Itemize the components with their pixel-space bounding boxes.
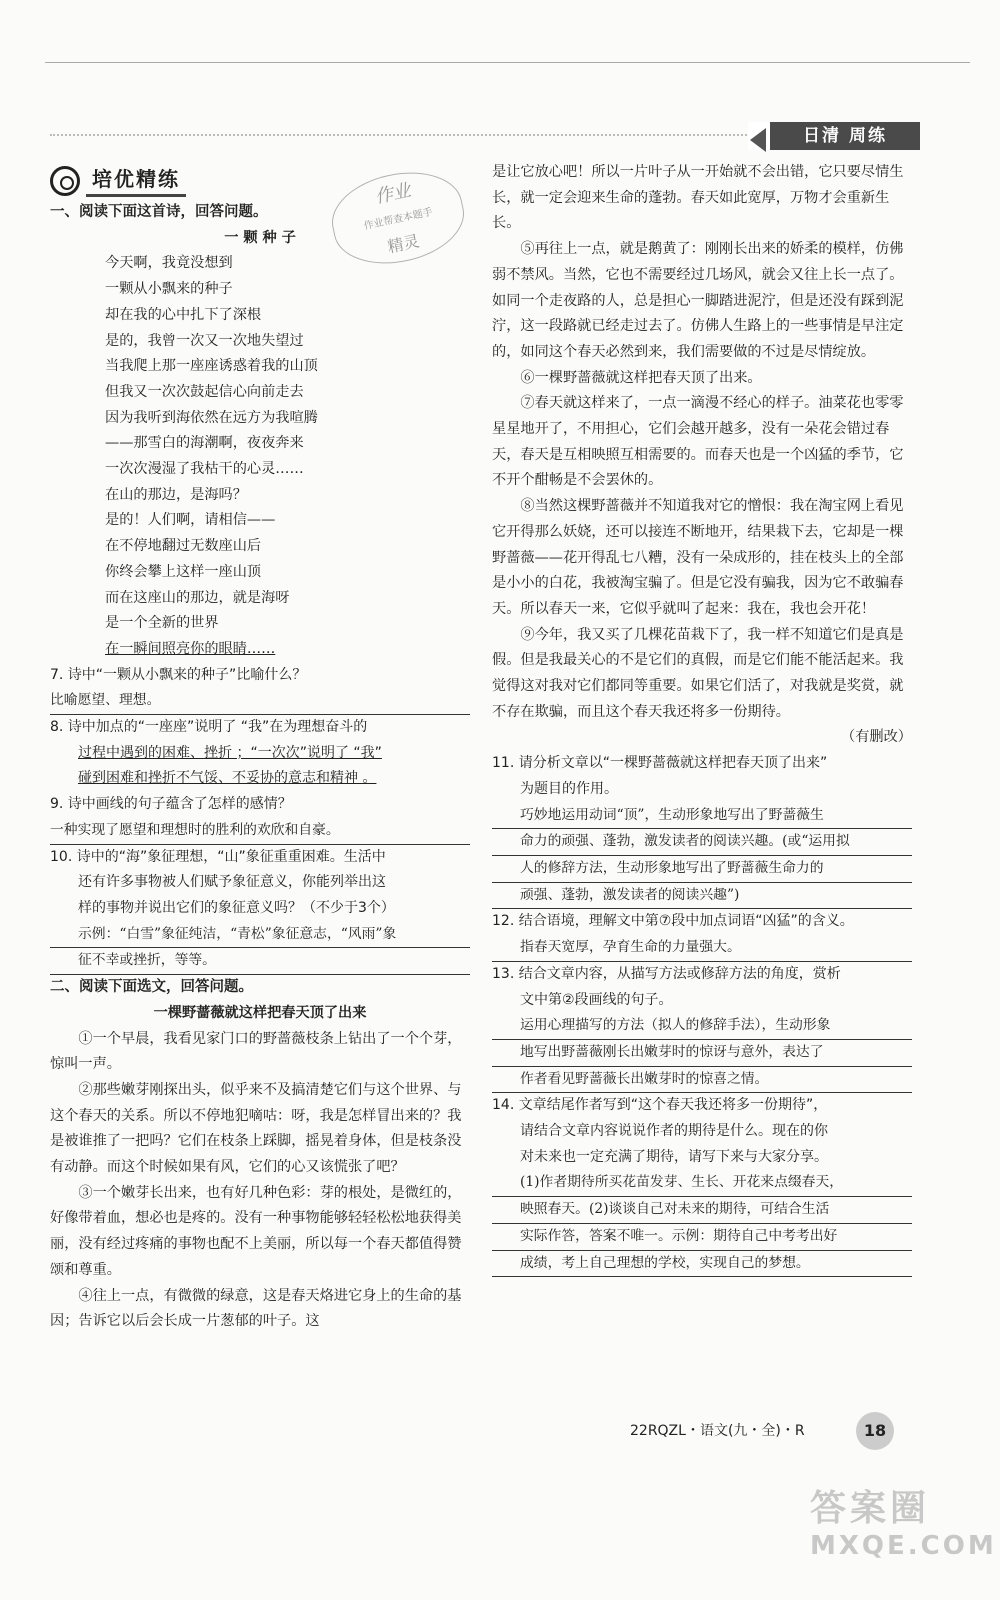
poem-line: 当我爬上那一座座诱惑着我的山顶 bbox=[105, 358, 318, 375]
poem-line: 一次次漫湿了我枯干的心灵…… bbox=[105, 461, 304, 478]
answer-11-line: 人的修辞方法，生动形象地写出了野蔷薇生命力的 bbox=[492, 856, 912, 883]
poem-line: 而在这座山的那边，就是海呀 bbox=[105, 589, 290, 606]
answer-10-line2: 征不幸或挫折，等等。 bbox=[50, 948, 470, 975]
edit-note: （有删改） bbox=[841, 729, 912, 746]
question-11-line2: 为题目的作用。 bbox=[520, 780, 618, 797]
header-tab bbox=[748, 118, 923, 154]
question-9: 9. 诗中画线的句子蕴含了怎样的感情？ bbox=[50, 796, 292, 813]
poem-line: ——那雪白的海潮啊，夜夜奔来 bbox=[105, 435, 304, 452]
answer-14-line: 映照春天。(2)谈谈自己对未来的期待，可结合生活 bbox=[492, 1197, 912, 1224]
answer-13-line: 运用心理描写的方法（拟人的修辞手法），生动形象 bbox=[492, 1013, 912, 1040]
poem-line: 是的，我曾一次又一次地失望过 bbox=[105, 332, 304, 349]
article-paragraph: ⑥一棵野蔷薇就这样把春天顶了出来。 bbox=[520, 369, 762, 386]
poem-line: 是的！人们啊，请相信—— bbox=[105, 512, 276, 529]
question-11-line1: 11. 请分析文章以“一棵野蔷薇就这样把春天顶了出来” bbox=[492, 755, 828, 772]
article-paragraph: ⑤再往上一点，就是鹅黄了：刚刚长出来的娇柔的模样，仿佛弱不禁风。当然，它也不需要经过几场风，就会又往上长一点了。如同一个走夜路的人，总是担心一脚踏进泥泞，但是还没有踩到泥泞，这一段路就已经走过去了。仿佛人生路上的一些事情是早注定的，如同这个春天必然到来，我们需要做的不过是尽情绽放。 bbox=[492, 241, 904, 360]
answer-13-line: 地写出野蔷薇刚长出嫩芽时的惊讶与意外，表达了 bbox=[492, 1040, 912, 1067]
poem-line: 你终会攀上这样一座山顶 bbox=[105, 563, 262, 580]
left-column bbox=[50, 162, 470, 1335]
header-dotted-divider bbox=[50, 134, 750, 136]
poem-line: 因为我听到海依然在远方为我喧腾 bbox=[105, 409, 318, 426]
article-paragraph: ④往上一点，有微微的绿意，这是春天烙进它身上的生命的基因；告诉它以后会长成一片葱郁的叶子。这 bbox=[50, 1287, 462, 1330]
right-column bbox=[492, 160, 912, 1277]
question-10-line3: 样的事物并说出它们的象征意义吗？（不少于3个） bbox=[78, 899, 395, 916]
answer-9: 一种实现了愿望和理想时的胜利的欢欣和自豪。 bbox=[50, 818, 470, 845]
answer-11-line: 命力的顽强、蓬勃，激发读者的阅读兴趣。(或“运用拟 bbox=[492, 829, 912, 856]
article-paragraph: ③一个嫩芽长出来，也有好几种色彩：芽的根处，是微红的，好像带着血，想必也是疼的。没有一种事物能够轻轻松松地获得美丽，没有经过疼痛的事物也配不上美丽，所以每一个春天都值得赞颂和尊重。 bbox=[50, 1184, 462, 1278]
question-8-line1: 8. 诗中加点的“一座座”说明了 “我”在为理想奋斗的 bbox=[50, 719, 368, 736]
poem-line: 是一个全新的世界 bbox=[105, 615, 219, 632]
article-paragraph: ⑧当然这棵野蔷薇并不知道我对它的憎恨：我在淘宝网上看见它开得那么妖娆，还可以接连不断地开，结果栽下去，它却是一棵野蔷薇——花开得乱七八糟，没有一朵成形的，挂在枝头上的全部是小小的白花，我被淘宝骗了。但是它没有骗我，因为它不敢骗春天。所以春天一来，它似乎就叫了起来：我在，我也会开花！ bbox=[492, 498, 904, 617]
question-10-line2: 还有许多事物被人们赋予象征意义，你能列举出这 bbox=[78, 874, 386, 891]
poem-line: 今天啊，我竟没想到 bbox=[105, 255, 233, 272]
poem-line: 一颗从小飘来的种子 bbox=[105, 281, 233, 298]
article-title: 一棵野蔷薇就这样把春天顶了出来 bbox=[153, 1004, 367, 1021]
part2-heading: 二、阅读下面选文，回答问题。 bbox=[50, 979, 253, 996]
poem-title: 一 颗 种 子 bbox=[224, 229, 296, 246]
question-10-line1: 10. 诗中的“海”象征理想，“山”象征重重困难。生活中 bbox=[50, 848, 386, 865]
question-14-line2: 请结合文章内容说说作者的期待是什么。现在的你 bbox=[520, 1123, 828, 1140]
question-12: 12. 结合语境，理解文中第⑦段中加点词语“凶猛”的含义。 bbox=[492, 913, 854, 930]
poem-line: 但我又一次次鼓起信心向前走去 bbox=[105, 383, 304, 400]
answer-13-line: 作者看见野蔷薇长出嫩芽时的惊喜之情。 bbox=[492, 1067, 912, 1094]
header-tab-label: 日清 周练 bbox=[770, 122, 920, 150]
homework-stamp: 作业 作业帮查本题手 精灵 bbox=[324, 161, 471, 275]
article-paragraph: ⑦春天就这样来了，一点一滴漫不经心的样子。油菜花也零零星星地开了，不用担心，它们会越开越多，没有一朵花会错过春天，春天是互相映照互相需要的。而春天也是一个凶猛的季节，它不开个酣畅是不会罢休的。 bbox=[492, 395, 904, 489]
article-paragraph: ⑨今年，我又买了几棵花苗栽下了，我一样不知道它们是真是假。但是我最关心的不是它们的真假，而是它们能不能活起来。我觉得这对我对它们都同等重要。如果它们活了，对我就是奖赏，就不存在欺骗，而且这个春天我还将多一份期待。 bbox=[492, 626, 904, 720]
article-paragraph: ①一个早晨，我看见家门口的野蔷薇枝条上钻出了一个个芽，惊叫一声。 bbox=[50, 1030, 462, 1073]
answer-14-line: 成绩，考上自己理想的学校，实现自己的梦想。 bbox=[492, 1251, 912, 1278]
question-14-line1: 14. 文章结尾作者写到“这个春天我还将多一份期待”， bbox=[492, 1097, 828, 1114]
poem bbox=[50, 251, 470, 662]
chevron-left-icon bbox=[748, 122, 772, 150]
top-divider bbox=[45, 62, 970, 63]
poem-line-underlined: 在一瞬间照亮你的眼睛…… bbox=[105, 640, 276, 657]
part1-heading: 一、阅读下面这首诗，回答问题。 bbox=[50, 204, 268, 220]
poem-line: 在不停地翻过无数座山后 bbox=[105, 538, 262, 555]
question-8-line2: 过程中遇到的困难、挫折 ；“一次次”说明了 “我” bbox=[78, 744, 382, 761]
question-8-line3: 碰到困难和挫折不气馁、不妥协的意志和精神 。 bbox=[78, 770, 377, 787]
answer-14-line: (1)作者期待所买花苗发芽、生长、开花来点缀春天， bbox=[492, 1170, 912, 1197]
gear-icon bbox=[50, 166, 80, 196]
question-13-line2: 文中第②段画线的句子。 bbox=[520, 991, 673, 1008]
site-watermark: 答案圈 MXQE.COM bbox=[810, 1488, 997, 1561]
answer-10-line1: 示例：“白雪”象征纯洁，“青松”象征意志，“风雨”象 bbox=[50, 922, 470, 949]
answer-11-line: 巧妙地运用动词“顶”，生动形象地写出了野蔷薇生 bbox=[492, 803, 912, 830]
poem-line: 在山的那边，是海吗？ bbox=[105, 486, 247, 503]
question-7: 7. 诗中“一颗从小飘来的种子”比喻什么？ bbox=[50, 666, 307, 683]
article-paragraph: ②那些嫩芽刚探出头，似乎来不及搞清楚它们与这个世界、与这个春天的关系。所以不停地犯嘀咕：呀，我是怎样冒出来的？我是被谁推了一把吗？它们在枝条上踩脚，摇晃着身体，但是枝条没有动静。而这个时候如果有风，它们的心又该慌张了吧？ bbox=[50, 1081, 462, 1176]
poem-line: 却在我的心中扎下了深根 bbox=[105, 306, 262, 323]
answer-12: 指春天宽厚，孕育生命的力量强大。 bbox=[492, 935, 912, 962]
question-13-line1: 13. 结合文章内容，从描写方法或修辞方法的角度，赏析 bbox=[492, 965, 841, 982]
section-title: 培优精练 bbox=[86, 165, 186, 198]
book-code: 22RQZL・语文(九・全)・R bbox=[630, 1423, 805, 1439]
answer-11-line: 顽强、蓬勃，激发读者的阅读兴趣”) bbox=[492, 883, 912, 910]
question-14-line3: 对未来也一定充满了期待，请写下来与大家分享。 bbox=[520, 1148, 828, 1165]
answer-14-line: 实际作答，答案不唯一。示例：期待自己中考考出好 bbox=[492, 1224, 912, 1251]
article-paragraph: 是让它放心吧！所以一片叶子从一开始就不会出错，它只要尽情生长，就一定会迎来生命的蓬勃。春天如此宽厚，万物才会重新生长。 bbox=[492, 164, 904, 232]
answer-7: 比喻愿望、理想。 bbox=[50, 688, 470, 715]
page-number: 18 bbox=[856, 1412, 894, 1450]
